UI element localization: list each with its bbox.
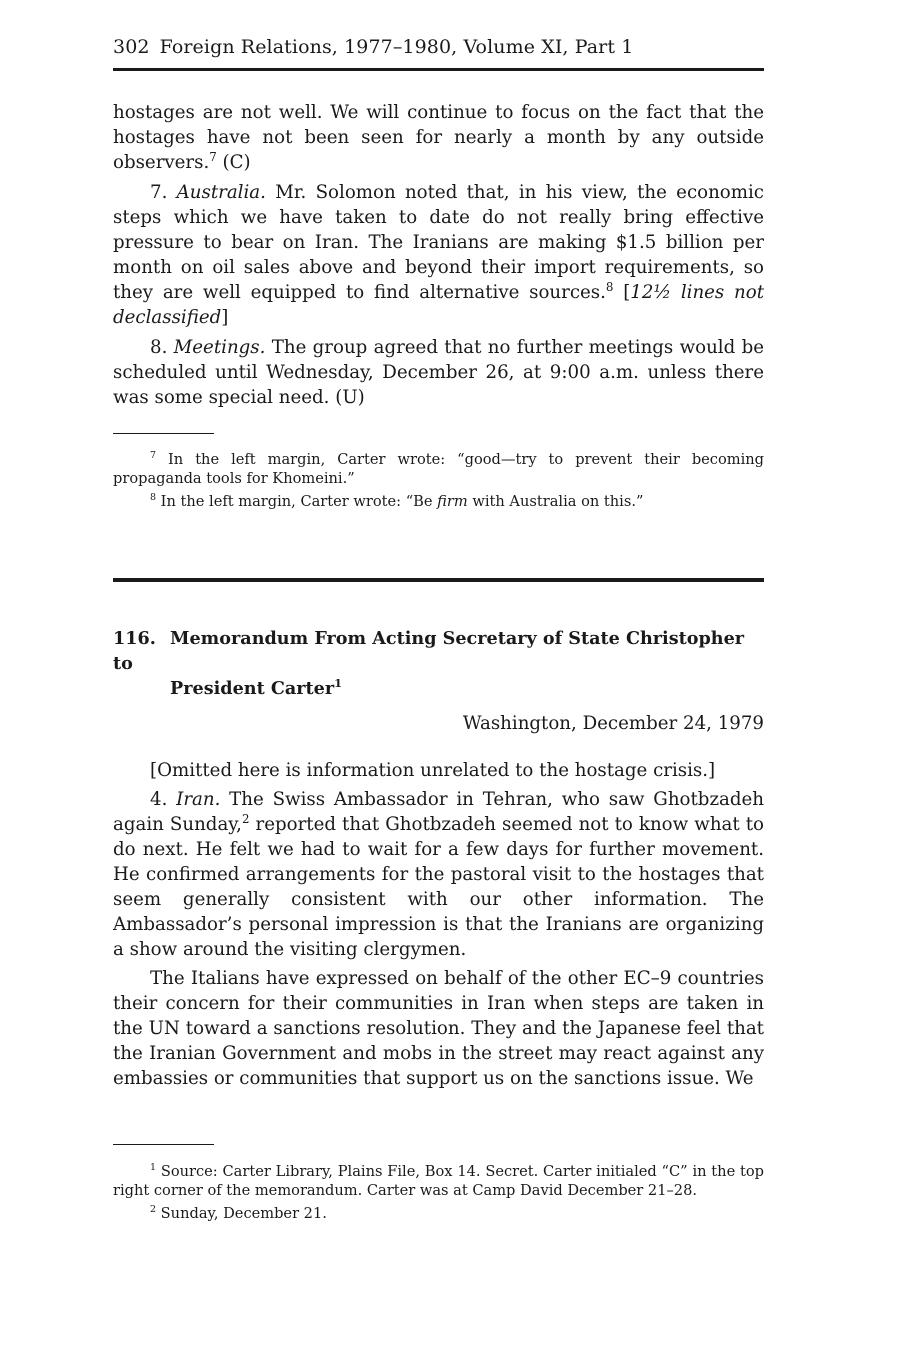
dateline: Washington, December 24, 1979: [462, 713, 764, 734]
footnote-ref-2: 2: [241, 811, 250, 826]
running-head: [113, 36, 633, 58]
footnote-separator-bottom: [113, 1144, 214, 1145]
footnotes-bottom: [113, 1162, 764, 1227]
header-rule: [113, 68, 764, 71]
footnote-8: $^8$ In the left margin, Carter wrote: “Be firm with Australia on this.”: [150, 492, 644, 510]
footnote-7: $^7$ In the left margin, Carter wrote: “good—try to prevent their becoming propaganda tools for Khomeini.”: [113, 450, 764, 487]
declassification-note: 12½ lines not declassified: [113, 282, 764, 328]
footnotes-top: [113, 450, 764, 515]
item-4-paragraph: 4. Iran. The Swiss Ambassador in Tehran, who saw Ghotbzadeh again Sunday,$^2$ reported that Ghotbzadeh seemed not to know what to do next. He felt we had to wait for a few days for further movement. He confirmed arrangements for the pastoral visit to the hostages that seem generally consistent with our other information. The Ambassador’s personal impression is that the Iranians are organizing a show around the visiting clergymen.: [113, 789, 764, 960]
document-heading: [113, 626, 764, 701]
document-number: 116.: [113, 628, 156, 649]
item-7-paragraph: 7. Australia. Mr. Solomon noted that, in his view, the economic steps which we have taken to date do not really bring effective pressure to bear on Iran. The Iranians are making $1.5 billion per month on oil sales above and beyond their import requirements, so they are well equipped to find alternative sources.$^8$ [12½ lines not declassified]: [113, 182, 764, 328]
page-number: 302: [113, 36, 150, 58]
footnote-separator: [113, 433, 214, 434]
footnote-1: $^1$ Source: Carter Library, Plains File, Box 14. Secret. Carter initialed “C” in the top right corner of the memorandum. Carter was at Camp David December 21–28.: [113, 1162, 764, 1199]
footnote-ref-1: 1: [334, 676, 343, 691]
footnote-ref-8: 8: [605, 279, 614, 294]
volume-title: Foreign Relations, 1977–1980, Volume XI, Part 1: [159, 36, 634, 58]
continuation-paragraph: hostages are not well. We will continue to focus on the fact that the hostages have not been seen for nearly a month by any outside observers.$^7$ (C): [113, 102, 764, 173]
item-8-paragraph: 8. Meetings. The group agreed that no further meetings would be scheduled until Wednesday, December 26, at 9:00 a.m. unless there was some special need. (U): [113, 337, 764, 408]
item-4-topic: Iran.: [176, 789, 221, 810]
omitted-note: [Omitted here is information unrelated to the hostage crisis.]: [150, 760, 716, 781]
document-title-line2: President Carter: [170, 678, 335, 699]
document-body: [113, 758, 764, 1091]
italians-paragraph: The Italians have expressed on behalf of the other EC–9 countries their concern for their communities in Iran when steps are taken in the UN toward a sanctions resolution. They and the Japanese feel that the Iranian Government and mobs in the street may react against any embassies or communities that support us on the sanctions issue. We: [113, 968, 764, 1089]
document-separator-rule: [113, 578, 764, 582]
document-title-line1: Memorandum From Acting Secretary of State Christopher to: [113, 628, 745, 674]
footnote-2: $^2$ Sunday, December 21.: [150, 1204, 327, 1222]
footnote-ref-7: 7: [209, 149, 217, 164]
item-8-topic: Meetings.: [173, 337, 266, 358]
top-section-body: [113, 100, 764, 410]
item-7-topic: Australia.: [176, 182, 266, 203]
